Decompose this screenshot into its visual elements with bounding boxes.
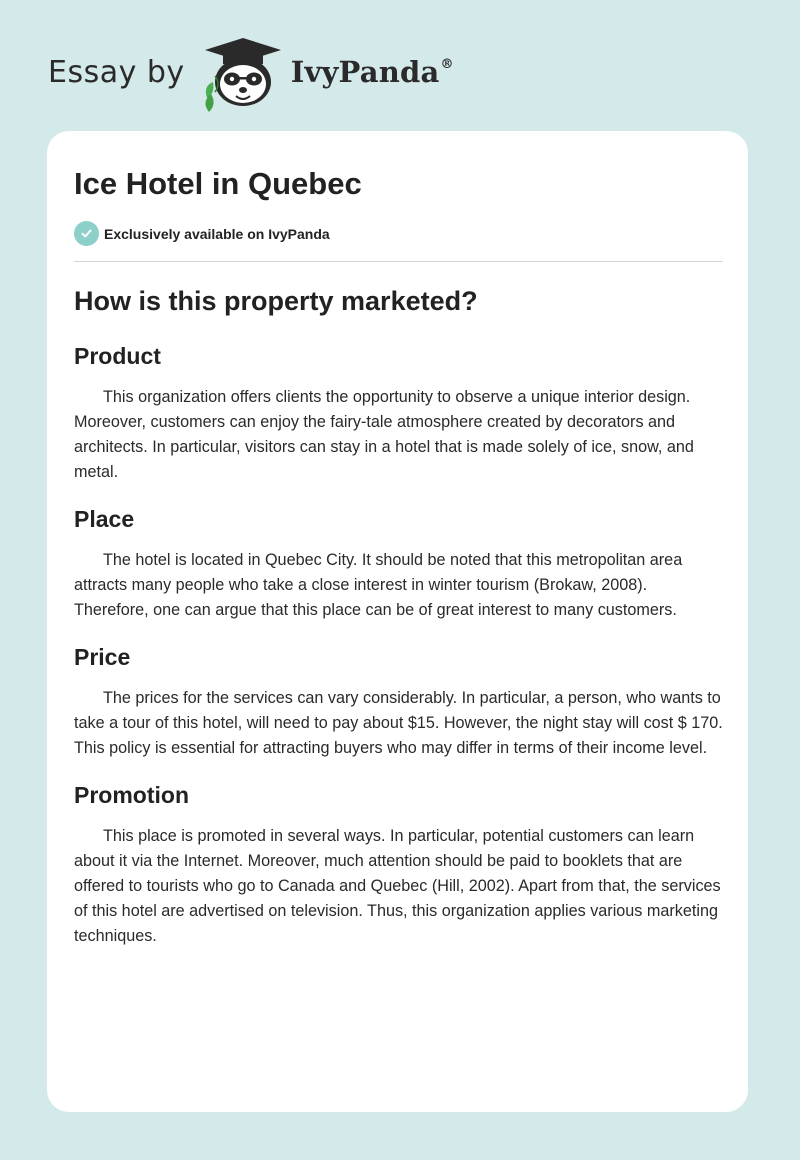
paragraph-price: The prices for the services can vary considerably. In particular, a person, who wants to take a tour of this hotel, will need to pay about $15. However, the night stay will cost $ 170. This policy is essential for attracting buyers who may differ in terms of their income level. <box>74 689 723 757</box>
panda-graduate-icon[interactable] <box>199 32 287 112</box>
divider <box>74 261 723 262</box>
brand-name[interactable]: IvyPanda® <box>290 55 454 89</box>
brand-prefix: Essay by <box>48 54 185 90</box>
brand-header <box>48 32 454 112</box>
essay-content <box>74 281 723 967</box>
paragraph-place: The hotel is located in Quebec City. It should be noted that this metropolitan area attracts many people who take a close interest in winter tourism (Brokaw, 2008). Therefore, one can argue that this place can be of great interest to many customers. <box>74 551 683 619</box>
subheading-price: Price <box>74 644 131 670</box>
exclusive-label: Exclusively available on IvyPanda <box>104 225 330 242</box>
subheading-place: Place <box>74 506 135 532</box>
paragraph-promotion: This place is promoted in several ways. In particular, potential customers can learn about it via the Internet. Moreover, much attention should be paid to booklets that are offered to tourists who go to Canada and Quebec (Hill, 2002). Apart from that, the services of this hotel are advertised on television. Thus, this organization applies various marketing techniques. <box>74 827 721 945</box>
paragraph-product: This organization offers clients the opportunity to observe a unique interior design. Moreover, customers can enjoy the fairy-tale atmosphere created by decorators and architects. In particular, visitors can stay in a hotel that is made solely of ice, snow, and metal. <box>74 388 694 481</box>
registered-mark: ® <box>440 57 454 72</box>
subheading-product: Product <box>74 343 161 369</box>
page-title: Ice Hotel in Quebec <box>74 166 362 201</box>
essay-card <box>47 131 748 1112</box>
subheading-promotion: Promotion <box>74 782 189 808</box>
section-heading: How is this property marketed? <box>74 286 478 316</box>
exclusive-badge <box>74 221 330 246</box>
check-icon <box>74 221 99 246</box>
